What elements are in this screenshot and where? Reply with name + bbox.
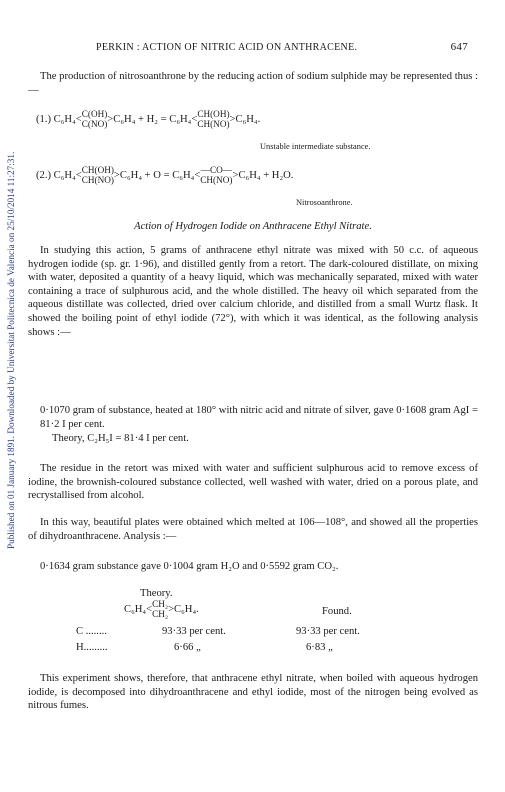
- equation-1-label: (1.): [36, 113, 52, 125]
- paragraph-4: This experiment shows, therefore, that anthracene ethyl nitrate, when boiled with aqueous hydrogen iodide, is decomposed into dihydroanthracene and ethyl iodide, most of the nitrogen being evolved as nitrous fumes.: [28, 673, 478, 712]
- running-header: [96, 42, 478, 53]
- analysis-2: 0·1634 gram substance gave 0·1004 gram H₂O and 0·5592 gram CO₂.: [40, 561, 339, 572]
- intro-paragraph: The production of nitrosoanthrone by the reducing action of sodium sulphide may be represented thus :—: [28, 71, 478, 96]
- equation-1-right: C₆H₄.: [235, 113, 261, 125]
- header-title: PERKIN : ACTION OF NITRIC ACID ON ANTHRACENE.: [96, 42, 358, 53]
- paragraph-2: The residue in the retort was mixed with water and sufficient sulphurous acid to remove excess of iodine, the brownish-coloured substance collected, well washed with water, dried on a porous plate, and recrystallised from alcohol.: [28, 463, 478, 502]
- table-found-label: Found.: [322, 606, 352, 617]
- table-formula: C₆H₄< CH₂ CH₂ >C₆H₄.: [124, 599, 199, 619]
- table-row-element: C ........: [76, 626, 107, 637]
- equation-2-label: (2.): [36, 169, 52, 181]
- table-row-found: 6·83 „: [306, 642, 333, 653]
- equation-2-right: C₆H₄ + H₂O.: [238, 169, 294, 181]
- paragraph-3: In this way, beautiful plates were obtained which melted at 106—108°, and showed all the properties of dihydroanthracene. Analysis :—: [28, 517, 478, 542]
- equation-2-stack-b: —CO— CH(NO): [200, 165, 233, 185]
- download-watermark: Published on 01 January 1891. Downloaded by Universitat Politecnica de Valencia on 25/10/2014 11:27:31.: [6, 151, 16, 549]
- equation-1-stack-b: CH(OH) CH(NO): [197, 109, 230, 129]
- equation-1-stack-a: C(OH) C(NO): [81, 109, 108, 129]
- section-title: Action of Hydrogen Iodide on Anthracene Ethyl Nitrate.: [134, 221, 372, 232]
- equation-2-stack-a: CH(OH) CH(NO): [81, 165, 114, 185]
- equation-2-mid: C₆H₄ + O = C₆H₄: [119, 169, 195, 181]
- equation-1-mid: C₆H₄ + H₂ = C₆H₄: [113, 113, 192, 125]
- table-theory-label: Theory.: [140, 588, 173, 599]
- equation-1: (1.) C₆H₄< C(OH) C(NO) >C₆H₄ + H₂ = C₆H₄< CH(OH) CH(NO) >C₆H₄.: [36, 109, 261, 129]
- page-number: 647: [450, 41, 468, 53]
- equation-2-left: C₆H₄: [53, 169, 76, 181]
- table-row-theory: 6·66 „: [174, 642, 201, 653]
- table-row-element: H.........: [76, 642, 108, 653]
- table-row-theory: 93·33 per cent.: [162, 626, 226, 637]
- analysis-1-theory: Theory, C₂H₅I = 81·4 I per cent.: [52, 433, 189, 444]
- table-row-found: 93·33 per cent.: [296, 626, 360, 637]
- equation-2-note: Nitrosoanthrone.: [296, 198, 353, 207]
- equation-1-note: Unstable intermediate substance.: [260, 142, 371, 151]
- equation-1-left: C₆H₄: [53, 113, 76, 125]
- analysis-1: 0·1070 gram of substance, heated at 180° with nitric acid and nitrate of silver, gave 0·1608 gram AgI = 81·2 I per cent.: [40, 405, 478, 430]
- paragraph-1: In studying this action, 5 grams of anthracene ethyl nitrate was mixed with 50 c.c. of aqueous hydrogen iodide (sp. gr. 1·96), and distilled gently from a retort. The dark-coloured distillate, on mixing with water, deposited a quantity of a heavy liquid, which was mechanically separated, mixed with water containing a trace of sulphurous acid, and the whole distilled. The heavy oil which separated from the aqueous distillate was collected, dried over calcium chloride, and distilled from a small Wurtz flask. It showed the boiling point of ethyl iodide (72°), with which it was identical, as the following analysis shows :—: [28, 245, 478, 338]
- equation-2: (2.) C₆H₄< CH(OH) CH(NO) >C₆H₄ + O = C₆H₄< —CO— CH(NO) >C₆H₄ + H₂O.: [36, 165, 294, 185]
